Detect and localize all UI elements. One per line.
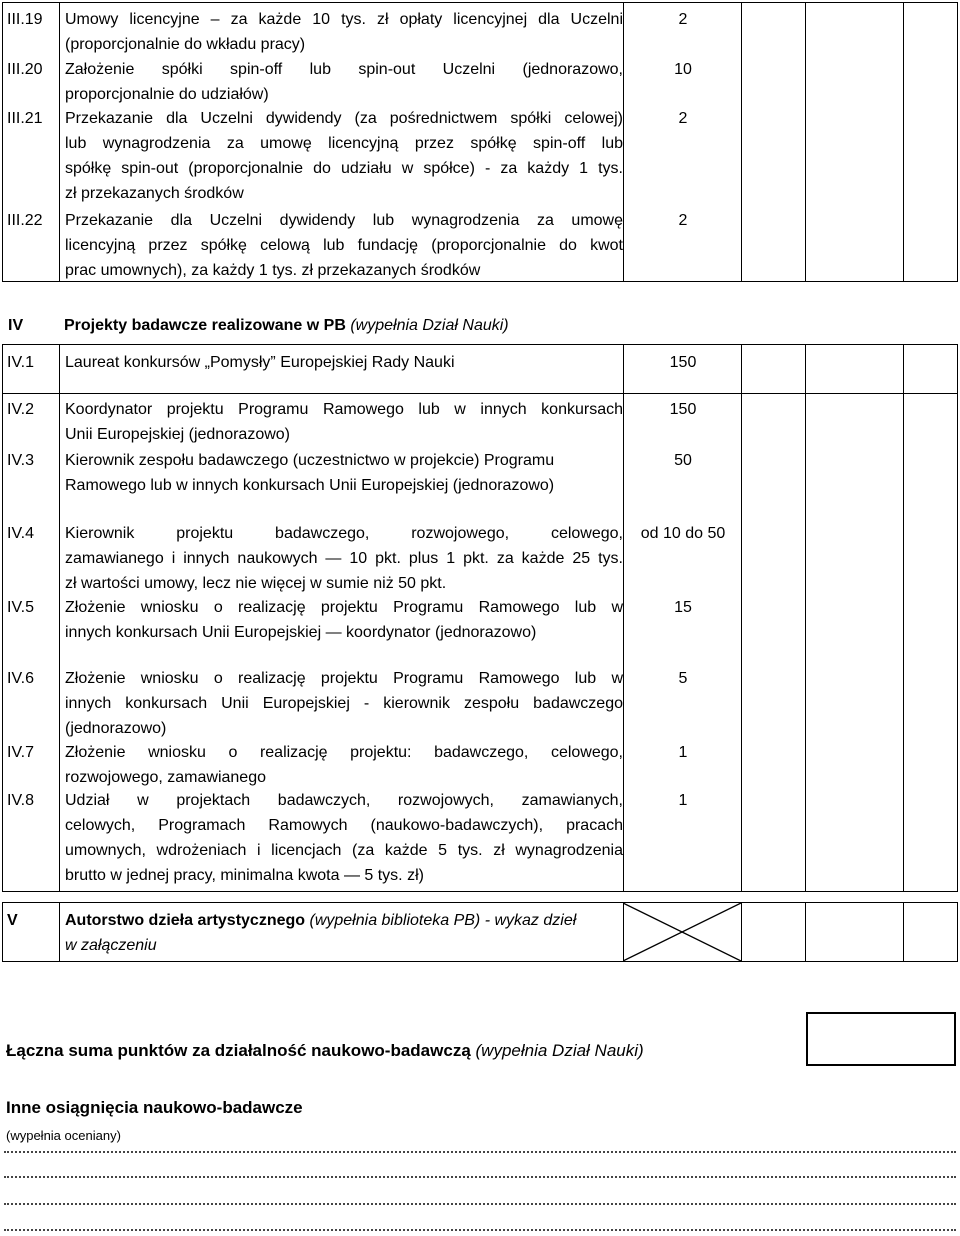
row-description: Udział w projektach badawczych, rozwojowych, zamawianych, celowych, Programach Ramowych (naukowo-badawczych), pracach umownych, wdrożeniach i licencjach (za każde 5 tys. zł wynagrodzenia brutto w jednej pracy, minimalna kwota — 5 tys. zł) bbox=[65, 792, 623, 884]
total-points-note: (wypełnia Dział Nauki) bbox=[475, 1041, 644, 1060]
row-description: Założenie spółki spin-off lub spin-out Uczelni (jednorazowo, proporcjonalnie do udziałów) bbox=[65, 61, 623, 103]
section-5-description bbox=[65, 908, 623, 958]
other-achievements-line[interactable] bbox=[4, 1229, 956, 1231]
row-description: Umowy licencyjne – za każde 10 tys. zł opłaty licencyjnej dla Uczelni (proporcjonalnie do wkładu pracy) bbox=[65, 11, 623, 53]
row-points: 50 bbox=[674, 452, 692, 469]
row-points: 2 bbox=[678, 212, 688, 229]
row-description: Złożenie wniosku o realizację projektu: badawczego, celowego, rozwojowego, zamawianego bbox=[65, 744, 623, 786]
row-number: IV.7 bbox=[7, 744, 34, 761]
row-number: IV.8 bbox=[7, 792, 34, 809]
row-points: 2 bbox=[678, 11, 688, 28]
section-5-note-continued: w załączeniu bbox=[65, 937, 157, 954]
other-achievements-note: (wypełnia oceniany) bbox=[6, 1128, 121, 1143]
section-4-table bbox=[2, 344, 958, 892]
row-points: 150 bbox=[669, 354, 697, 371]
section-4-title: Projekty badawcze realizowane w PB bbox=[64, 317, 346, 334]
crossed-out-cell-icon bbox=[623, 903, 741, 961]
section-5-note: (wypełnia biblioteka PB) - wykaz dzieł bbox=[309, 912, 577, 929]
section-4-note: (wypełnia Dział Nauki) bbox=[350, 317, 509, 334]
row-points: 150 bbox=[669, 401, 697, 418]
row-description: Przekazanie dla Uczelni dywidendy lub wynagrodzenia za umowę licencyjną przez spółkę celową lub fundację (proporcjonalnie do kwot prac umownych), za każdy 1 tys. zł przekazanych środków bbox=[65, 212, 623, 279]
row-number: IV.5 bbox=[7, 599, 34, 616]
row-number: III.21 bbox=[7, 110, 43, 127]
row-number: IV.2 bbox=[7, 401, 34, 418]
row-description: Przekazanie dla Uczelni dywidendy (za pośrednictwem spółki celowej) lub wynagrodzenia za umowę licencyjną przez spółkę spin-off lub spółkę spin-out (proporcjonalnie do udziału w spółce) - za każdy 1 tys. zł przekazanych środków bbox=[65, 110, 623, 202]
row-description: Koordynator projektu Programu Ramowego lub w innych konkursach Unii Europejskiej (jednorazowo) bbox=[65, 401, 623, 443]
other-achievements-line[interactable] bbox=[4, 1176, 956, 1178]
section-3-table bbox=[2, 2, 958, 282]
row-points: 1 bbox=[678, 792, 688, 809]
row-description: Złożenie wniosku o realizację projektu Programu Ramowego lub w innych konkursach Unii Europejskiej — koordynator (jednorazowo) bbox=[65, 599, 623, 641]
row-number: III.22 bbox=[7, 212, 43, 229]
row-number: III.20 bbox=[7, 61, 43, 78]
section-5-table bbox=[2, 902, 958, 962]
row-description: Kierownik projektu badawczego, rozwojowego, celowego, zamawianego i innych naukowych — 10 pkt. plus 1 pkt. za każde 25 tys. zł wartości umowy, lecz nie więcej w sumie niż 50 pkt. bbox=[65, 525, 623, 592]
row-description: Laureat konkursów „Pomysły” Europejskiej Rady Nauki bbox=[65, 354, 455, 371]
row-points: 15 bbox=[674, 599, 692, 616]
row-points: 1 bbox=[678, 744, 688, 761]
row-number: IV.4 bbox=[7, 525, 34, 542]
row-number: IV.6 bbox=[7, 670, 34, 687]
total-points-title: Łączna suma punktów za działalność naukowo-badawczą bbox=[6, 1041, 471, 1060]
row-number: III.19 bbox=[7, 11, 43, 28]
row-points: od 10 do 50 bbox=[640, 525, 726, 542]
total-points-box[interactable] bbox=[806, 1012, 956, 1066]
row-points: 5 bbox=[678, 670, 688, 687]
total-points-label bbox=[6, 1039, 644, 1063]
other-achievements-title: Inne osiągnięcia naukowo-badawcze bbox=[6, 1098, 303, 1117]
row-number: IV.1 bbox=[7, 354, 34, 371]
row-points: 2 bbox=[678, 110, 688, 127]
section-5-title: Autorstwo dzieła artystycznego bbox=[65, 912, 306, 929]
row-number: IV.3 bbox=[7, 452, 34, 469]
other-achievements-line[interactable] bbox=[4, 1203, 956, 1205]
other-achievements-line[interactable] bbox=[4, 1151, 956, 1153]
row-description: Kierownik zespołu badawczego (uczestnictwo w projekcie) Programu Ramowego lub w innych konkursach Unii Europejskiej (jednorazowo) bbox=[65, 452, 555, 494]
section-5-number: V bbox=[7, 912, 18, 929]
row-description: Złożenie wniosku o realizację projektu Programu Ramowego lub w innych konkursach Unii Europejskiej - kierownik zespołu badawczego (jednorazowo) bbox=[65, 670, 623, 737]
row-points: 10 bbox=[674, 61, 692, 78]
section-4-number: IV bbox=[8, 317, 24, 334]
